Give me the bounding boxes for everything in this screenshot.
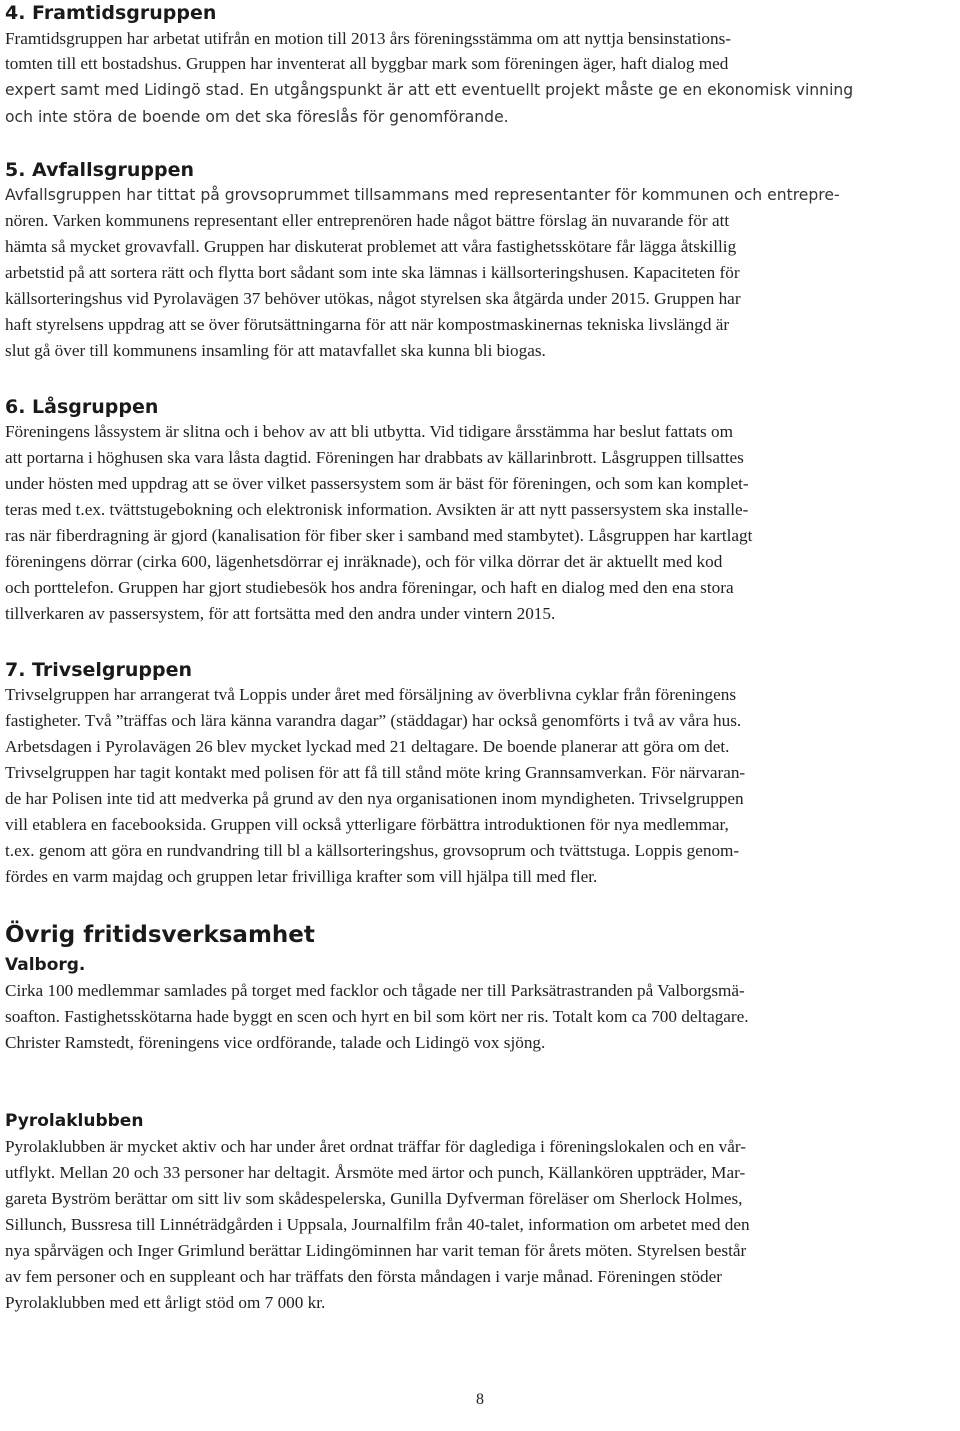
paragraph-line: tillverkaren av passersystem, för att fortsätta med den andra under vintern 2015. <box>5 604 556 623</box>
paragraph-line: Föreningens låssystem är slitna och i behov av att bli utbytta. Vid tidigare årsstämma har beslut fattats om <box>5 422 734 441</box>
paragraph-line: Christer Ramstedt, föreningens vice ordförande, talade och Lidingö vox sjöng. <box>5 1033 546 1052</box>
paragraph-line: Pyrolaklubben är mycket aktiv och har under året ordnat träffar för daglediga i föreningslokalen och en vår- <box>5 1137 746 1156</box>
heading-ovrig-fritidsverksamhet: Övrig fritidsverksamhet <box>5 922 315 948</box>
paragraph-line: Trivselgruppen har arrangerat två Loppis under året med försäljning av överblivna cyklar från föreningens <box>5 685 737 704</box>
paragraph-line: och inte störa de boende om det ska föreslås för genomförande. <box>5 108 509 126</box>
paragraph-line: under hösten med uppdrag att se över vilket passersystem som är bäst för föreningen, och som kan komplet- <box>5 474 749 493</box>
paragraph-line: Avfallsgruppen har tittat på grovsoprummet tillsammans med representanter för kommunen och entrepre- <box>5 186 840 204</box>
paragraph-line: utflykt. Mellan 20 och 33 personer har deltagit. Årsmöte med ärtor och punch, Källankören uppträder, Mar- <box>5 1163 746 1182</box>
page-number: 8 <box>476 1391 484 1408</box>
paragraph-line: Cirka 100 medlemmar samlades på torget med facklor och tågade ner till Parksätrastranden på Valborgsmä- <box>5 981 745 1000</box>
paragraph-line: vill etablera en facebooksida. Gruppen vill också ytterligare förbättra introduktionen för nya medlemmar, <box>5 815 729 834</box>
heading-valborg: Valborg. <box>5 955 86 975</box>
paragraph-line: nören. Varken kommunens representant eller entreprenören hade något bättre förslag än nuvarande för att <box>5 211 730 230</box>
heading-avfallsgruppen: 5. Avfallsgruppen <box>5 159 194 181</box>
paragraph-line: Trivselgruppen har tagit kontakt med polisen för att få till stånd möte kring Grannsamverkan. För närvaran- <box>5 763 746 782</box>
paragraph-line: gareta Byström berättar om sitt liv som skådespelerska, Gunilla Dyfverman föreläser om Sherlock Holmes, <box>5 1189 743 1208</box>
paragraph-line: de har Polisen inte tid att medverka på grund av den nya organisationen inom myndigheten. Trivselgruppen <box>5 789 744 808</box>
paragraph-line: tomten till ett bostadshus. Gruppen har inventerat all byggbar mark som föreningen äger, haft dialog med <box>5 54 729 73</box>
paragraph-line: källsorteringshus vid Pyrolavägen 37 behöver utökas, något styrelsen ska åtgärda under 2015. Gruppen har <box>5 289 741 308</box>
paragraph-line: expert samt med Lidingö stad. En utgångspunkt är att ett eventuellt projekt måste ge en ekonomisk vinning <box>5 81 854 99</box>
paragraph-line: Pyrolaklubben med ett årligt stöd om 7 000 kr. <box>5 1293 326 1312</box>
paragraph-line: Sillunch, Bussresa till Linnéträdgården i Uppsala, Journalfilm från 40-talet, information om arbetet med den <box>5 1215 750 1234</box>
paragraph-line: Framtidsgruppen har arbetat utifrån en motion till 2013 års föreningsstämma om att nyttja bensinstations- <box>5 29 732 48</box>
paragraph-line: föreningens dörrar (cirka 600, lägenhetsdörrar ej inräknade), och för vilka dörrar det är aktuellt med kod <box>5 552 723 571</box>
paragraph-line: och porttelefon. Gruppen har gjort studiebesök hos andra föreningar, och haft en dialog med den ena stora <box>5 578 734 597</box>
paragraph-line: fastigheter. Två ”träffas och lära känna varandra dagar” (städdagar) har också genomförts i två av våra hus. <box>5 711 742 730</box>
paragraph-line: att portarna i höghusen ska vara låsta dagtid. Föreningen har drabbats av källarinbrott. Låsgruppen tillsattes <box>5 448 744 467</box>
paragraph-line: av fem personer och en suppleant och har träffats den första måndagen i varje månad. Föreningen stöder <box>5 1267 722 1286</box>
heading-framtidsgruppen: 4. Framtidsgruppen <box>5 2 217 24</box>
heading-lasgruppen: 6. Låsgruppen <box>5 396 159 418</box>
paragraph-line: arbetstid på att sortera rätt och flytta bort sådant som inte ska lämnas i källsorteringshusen. Kapaciteten för <box>5 263 740 282</box>
paragraph-line: teras med t.ex. tvättstugebokning och elektronisk information. Avsikten är att nytt passersystem ska installe- <box>5 500 749 519</box>
heading-pyrolaklubben: Pyrolaklubben <box>5 1111 144 1131</box>
paragraph-line: slut gå över till kommunens insamling för att matavfallet ska kunna bli biogas. <box>5 341 546 360</box>
paragraph-line: haft styrelsens uppdrag att se över förutsättningarna för att när kompostmaskinernas tekniska livslängd är <box>5 315 730 334</box>
paragraph-line: fördes en varm majdag och gruppen letar frivilliga krafter som vill hjälpa till med fler. <box>5 867 598 886</box>
heading-trivselgruppen: 7. Trivselgruppen <box>5 659 193 681</box>
paragraph-line: t.ex. genom att göra en rundvandring till bl a källsorteringshus, grovsoprum och tvättstuga. Loppis genom- <box>5 841 740 860</box>
paragraph-line: soafton. Fastighetsskötarna hade byggt en scen och hyrt en bil som kört ner ris. Totalt kom ca 700 deltagare. <box>5 1007 749 1026</box>
paragraph-line: Arbetsdagen i Pyrolavägen 26 blev mycket lyckad med 21 deltagare. De boende planerar att göra om det. <box>5 737 730 756</box>
paragraph-line: hämta så mycket grovavfall. Gruppen har diskuterat problemet att våra fastighetsskötare får lägga åtskillig <box>5 237 737 256</box>
paragraph-line: ras när fiberdragning är gjord (kanalisation för fiber sker i samband med stambytet). Låsgruppen har kartlagt <box>5 526 753 545</box>
paragraph-line: nya spårvägen och Inger Grimlund berättar Lidingöminnen har varit teman för årets möten. Styrelsen består <box>5 1241 747 1260</box>
